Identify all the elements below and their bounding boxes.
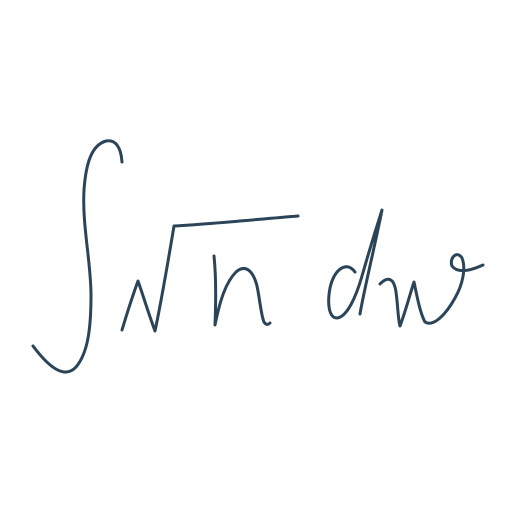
radical-sign: [122, 216, 298, 331]
letter-w: [380, 255, 483, 326]
letter-n: [214, 256, 270, 325]
integral-sign: [33, 141, 122, 372]
letter-d: [329, 210, 382, 318]
